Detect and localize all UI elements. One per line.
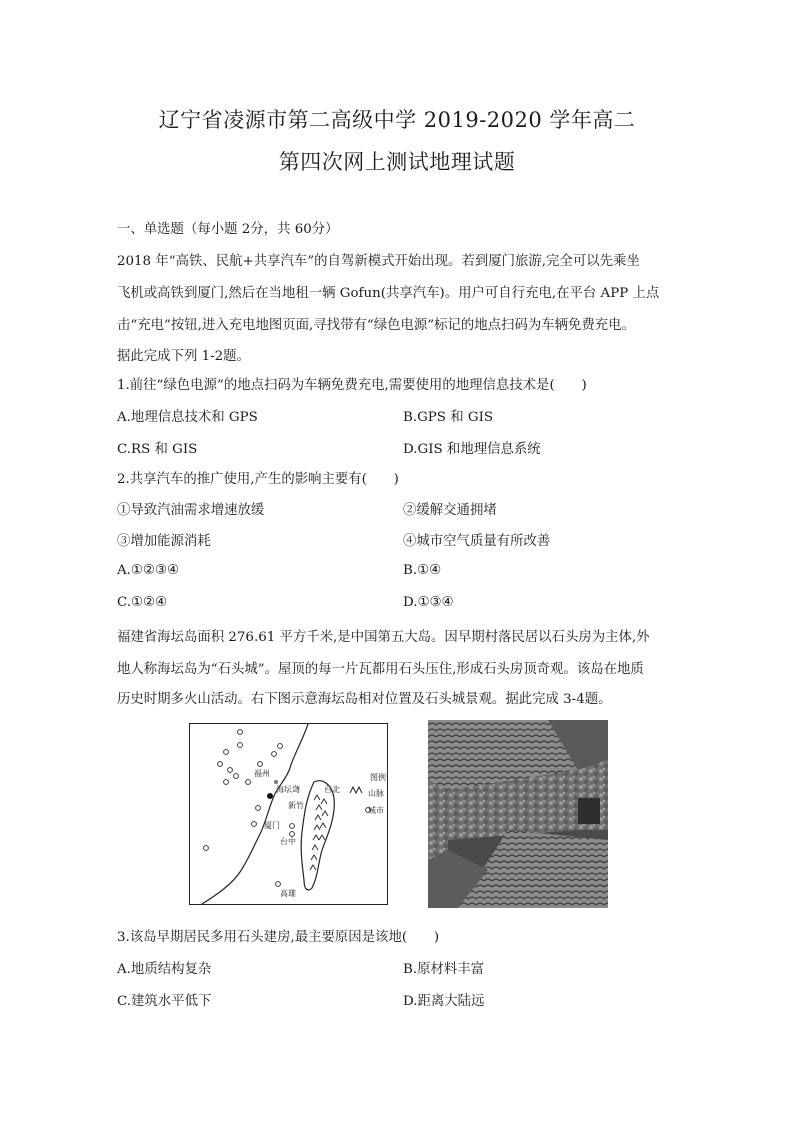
question-3-option-b: B.原材料丰富 [403, 962, 485, 977]
passage-2-line: 历史时期多火山活动。右下图示意海坛岛相对位置及石头城景观。据此完成 3-4题。 [117, 692, 612, 707]
island-mark [274, 780, 278, 784]
label-taibei: 台北 [324, 785, 340, 794]
document-title-line-1: 辽宁省凌源市第二高级中学 2019-2020 学年高二 [158, 108, 636, 132]
city-markers [204, 730, 371, 887]
passage-2-line: 福建省海坛岛面积 276.61 平方千米,是中国第五大岛。因早期村落民居以石头房为主体,外 [117, 630, 650, 645]
question-1-option-d: D.GIS 和地理信息系统 [403, 442, 541, 457]
legend-mountain-icon [350, 787, 362, 793]
haitan-island-marker [267, 793, 273, 799]
legend-title: 图例 [370, 773, 386, 782]
question-1-option-a: A.地理信息技术和 GPS [117, 410, 258, 425]
question-2-option-b: B.①④ [403, 563, 442, 578]
label-xiamen: 厦门 [264, 821, 280, 830]
label-taizhong: 台中 [280, 837, 296, 846]
haitan-location-map [189, 723, 388, 905]
legend-city-label: 城市 [368, 806, 384, 815]
passage-2-line: 地人称海坛岛为“石头城”。屋顶的每一片瓦都用石头压住,形成石头房顶奇观。该岛在地质 [117, 662, 644, 677]
question-3-option-a: A.地质结构复杂 [117, 962, 212, 977]
passage-1-line: 2018 年“高铁、民航+共享汽车”的自驾新模式开始出现。若到厦门旅游,完全可以先乘坐 [117, 254, 640, 269]
question-2-statement-2: ②缓解交通拥堵 [403, 503, 497, 518]
question-1-stem: 1.前往“绿色电源”的地点扫码为车辆免费充电,需要使用的地理信息技术是( ) [117, 378, 587, 393]
question-1-option-c: C.RS 和 GIS [117, 442, 198, 457]
stone-house-photo [428, 720, 608, 908]
question-2-statement-1: ①导致汽油需求增速放缓 [117, 503, 265, 518]
question-2-option-a: A.①②③④ [117, 563, 179, 578]
question-2-stem: 2.共享汽车的推广使用,产生的影响主要有( ) [117, 472, 399, 487]
section-heading: 一、单选题（每小题 2分，共 60分） [117, 222, 339, 237]
question-1-option-b: B.GPS 和 GIS [403, 410, 494, 425]
document-title-line-2: 第四次网上测试地理试题 [278, 150, 516, 174]
label-xinzhu: 新竹 [288, 801, 304, 810]
passage-1-line: 据此完成下列 1-2题。 [117, 349, 250, 364]
question-2-statement-4: ④城市空气质量有所改善 [403, 534, 551, 549]
legend-mountain-label: 山脉 [368, 789, 384, 798]
label-gaoxiong: 高雄 [280, 889, 296, 898]
taiwan-island [301, 781, 334, 890]
question-3-stem: 3.该岛早期居民多用石头建房,最主要原因是该地( ) [117, 930, 440, 945]
passage-1-line: 击“充电”按钮,进入充电地图页面,寻找带有“绿色电源”标记的地点扫码为车辆免费充电。 [117, 318, 635, 333]
label-fuzhou: 福州 [254, 769, 270, 778]
label-haitan: 海坛岛 [276, 785, 300, 794]
question-3-option-c: C.建筑水平低下 [117, 994, 212, 1009]
question-2-statement-3: ③增加能源消耗 [117, 534, 211, 549]
passage-1-line: 飞机或高铁到厦门,然后在当地租一辆 Gofun(共享汽车)。用户可自行充电,在平台 APP 上点 [117, 286, 660, 301]
question-2-option-d: D.①③④ [403, 595, 454, 610]
stone-wall-left [428, 780, 448, 860]
question-3-option-d: D.距离大陆远 [403, 994, 485, 1009]
window [578, 798, 600, 824]
coastline [202, 724, 308, 904]
question-2-option-c: C.①②④ [117, 595, 168, 610]
